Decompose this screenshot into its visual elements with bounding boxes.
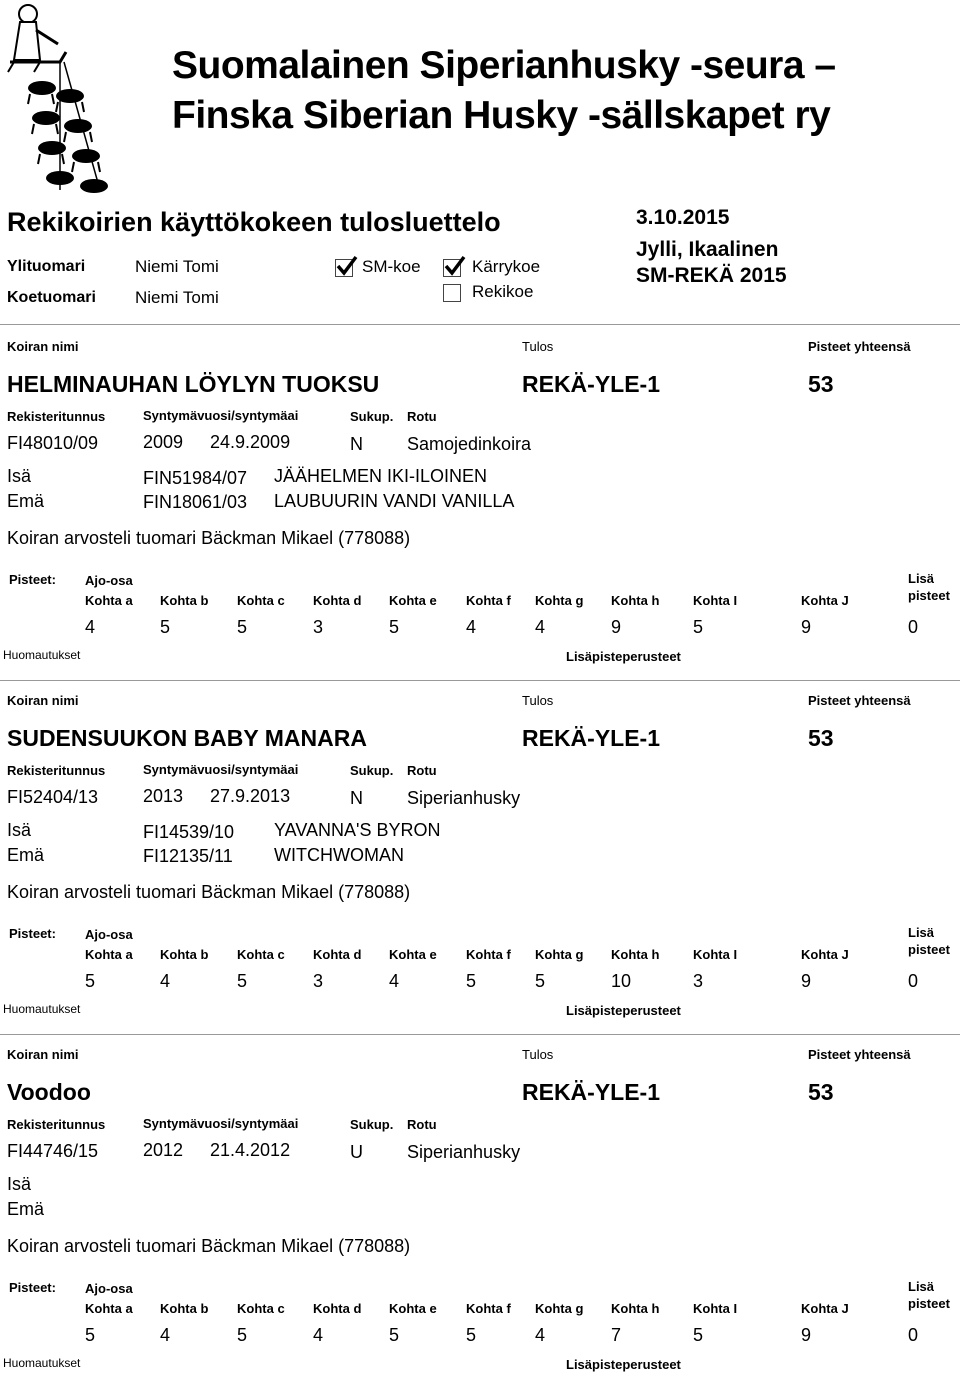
kohta-label: Kohta J: [801, 593, 849, 608]
extra-points-value: 0: [908, 971, 919, 991]
score-value: 4: [85, 617, 96, 637]
kohta-label: Kohta h: [611, 1301, 660, 1316]
score-value: 4: [160, 1325, 171, 1345]
score-value: 5: [85, 971, 96, 991]
event-place: Jylli, Ikaalinen: [636, 238, 779, 261]
birth-label: Syntymävuosi/syntymäai: [143, 1116, 299, 1131]
score-value: 4: [535, 617, 546, 637]
kohta-label: Kohta I: [693, 947, 738, 962]
org-name-line2: Finska Siberian Husky -sällskapet ry: [172, 94, 831, 137]
kohta-label: Kohta I: [693, 1301, 738, 1316]
sex-label: Sukup.: [350, 409, 394, 424]
judge-statement: Koiran arvosteli tuomari Bäckman Mikael (778088): [7, 1236, 411, 1256]
score-value: 3: [693, 971, 704, 991]
drive-section-label: Ajo-osa: [85, 1281, 133, 1296]
birth-label: Syntymävuosi/syntymäai: [143, 408, 299, 423]
kohta-label: Kohta a: [85, 1301, 133, 1316]
dam-label: Emä: [7, 491, 45, 511]
reg-number: FI44746/15: [7, 1141, 99, 1161]
sire-label: Isä: [7, 820, 32, 840]
dog-result: REKÄ-YLE-1: [522, 725, 661, 751]
birth-label: Syntymävuosi/syntymäai: [143, 762, 299, 777]
result-label: Tulos: [522, 1047, 554, 1062]
header-divider: [0, 324, 960, 325]
sire-name: JÄÄHELMEN IKI-ILOINEN: [274, 466, 488, 486]
kohta-label: Kohta I: [693, 593, 738, 608]
breed-label: Rotu: [407, 763, 437, 778]
birth-date: 21.4.2012: [210, 1140, 291, 1160]
section-divider: [0, 1034, 960, 1035]
extra-label-2: pisteet: [908, 588, 950, 603]
test-judge-label: Koetuomari: [7, 289, 96, 306]
extra-label-1: Lisä: [908, 925, 935, 940]
sire-label: Isä: [7, 1174, 32, 1194]
score-value: 5: [389, 617, 400, 637]
remarks-label: Huomautukset: [3, 648, 81, 662]
karrykoe-checkbox[interactable]: [443, 259, 461, 277]
score-value: 5: [466, 1325, 477, 1345]
birth-year: 2013: [143, 786, 184, 806]
reg-label: Rekisteritunnus: [7, 409, 106, 424]
sex-value: N: [350, 788, 363, 808]
org-name-line1: Suomalainen Siperianhusky -seura –: [172, 44, 836, 87]
dog-name: SUDENSUUKON BABY MANARA: [7, 725, 367, 751]
reg-label: Rekisteritunnus: [7, 763, 106, 778]
logo-dogsled-illustration: [0, 0, 170, 200]
result-label: Tulos: [522, 339, 554, 354]
score-value: 4: [160, 971, 171, 991]
score-value: 4: [466, 617, 477, 637]
reg-number: FI48010/09: [7, 433, 99, 453]
kohta-label: Kohta d: [313, 947, 362, 962]
kohta-label: Kohta e: [389, 593, 437, 608]
kohta-label: Kohta c: [237, 593, 285, 608]
dog-name-label: Koiran nimi: [7, 1047, 79, 1062]
reg-label: Rekisteritunnus: [7, 1117, 106, 1132]
kohta-label: Kohta h: [611, 593, 660, 608]
extra-basis-label: Lisäpisteperusteet: [566, 1357, 681, 1372]
breed-value: Siperianhusky: [407, 788, 521, 808]
score-value: 3: [313, 617, 324, 637]
section-divider: [0, 680, 960, 681]
extra-points-value: 0: [908, 617, 919, 637]
kohta-label: Kohta h: [611, 947, 660, 962]
drive-section-label: Ajo-osa: [85, 573, 133, 588]
dam-label: Emä: [7, 1199, 45, 1219]
kohta-label: Kohta J: [801, 1301, 849, 1316]
rekikoe-checkbox[interactable]: [443, 284, 461, 302]
dam-reg: FI12135/11: [143, 846, 233, 866]
chief-judge-name: Niemi Tomi: [135, 257, 219, 276]
kohta-label: Kohta f: [466, 947, 511, 962]
dam-name: LAUBUURIN VANDI VANILLA: [274, 491, 515, 511]
score-value: 5: [85, 1325, 96, 1345]
score-value: 9: [801, 971, 812, 991]
event-date: 3.10.2015: [636, 206, 730, 229]
dog-result: REKÄ-YLE-1: [522, 371, 661, 397]
total-label: Pisteet yhteensä: [808, 693, 911, 708]
remarks-label: Huomautukset: [3, 1356, 81, 1370]
score-value: 5: [693, 1325, 704, 1345]
score-value: 4: [535, 1325, 546, 1345]
score-value: 5: [389, 1325, 400, 1345]
kohta-label: Kohta f: [466, 1301, 511, 1316]
dam-reg: FIN18061/03: [143, 492, 248, 512]
dam-name: WITCHWOMAN: [274, 845, 404, 865]
points-label: Pisteet:: [9, 572, 56, 587]
dog-total: 53: [808, 1079, 834, 1105]
score-value: 9: [801, 1325, 812, 1345]
karrykoe-label: Kärrykoe: [472, 257, 541, 276]
dog-name: HELMINAUHAN LÖYLYN TUOKSU: [7, 371, 380, 397]
kohta-label: Kohta d: [313, 593, 362, 608]
score-value: 5: [160, 617, 171, 637]
kohta-label: Kohta f: [466, 593, 511, 608]
kohta-label: Kohta d: [313, 1301, 362, 1316]
breed-value: Siperianhusky: [407, 1142, 521, 1162]
score-value: 5: [237, 617, 248, 637]
extra-basis-label: Lisäpisteperusteet: [566, 649, 681, 664]
kohta-label: Kohta c: [237, 947, 285, 962]
score-value: 9: [801, 617, 812, 637]
checkmark-icon: [442, 254, 466, 278]
birth-date: 27.9.2013: [210, 786, 291, 806]
dog-name-label: Koiran nimi: [7, 693, 79, 708]
kohta-label: Kohta a: [85, 593, 133, 608]
score-value: 10: [611, 971, 632, 991]
dog-name-label: Koiran nimi: [7, 339, 79, 354]
score-value: 4: [389, 971, 400, 991]
points-label: Pisteet:: [9, 1280, 56, 1295]
sex-label: Sukup.: [350, 1117, 394, 1132]
kohta-label: Kohta J: [801, 947, 849, 962]
judge-statement: Koiran arvosteli tuomari Bäckman Mikael (778088): [7, 528, 411, 548]
extra-label-1: Lisä: [908, 1279, 935, 1294]
points-label: Pisteet:: [9, 926, 56, 941]
event-name: SM-REKÄ 2015: [636, 264, 787, 287]
chief-judge-label: Ylituomari: [7, 258, 86, 275]
kohta-label: Kohta a: [85, 947, 133, 962]
sire-reg: FIN51984/07: [143, 468, 248, 488]
kohta-label: Kohta c: [237, 1301, 285, 1316]
extra-label-2: pisteet: [908, 1296, 950, 1311]
score-value: 7: [611, 1325, 622, 1345]
dog-name: Voodoo: [7, 1079, 91, 1105]
birth-year: 2012: [143, 1140, 184, 1160]
birth-year: 2009: [143, 432, 184, 452]
kohta-label: Kohta e: [389, 1301, 437, 1316]
sex-label: Sukup.: [350, 763, 394, 778]
sex-value: U: [350, 1142, 363, 1162]
birth-date: 24.9.2009: [210, 432, 291, 452]
score-value: 5: [466, 971, 477, 991]
score-value: 4: [313, 1325, 324, 1345]
kohta-label: Kohta b: [160, 947, 209, 962]
score-value: 5: [237, 1325, 248, 1345]
dog-total: 53: [808, 371, 834, 397]
dog-total: 53: [808, 725, 834, 751]
score-value: 3: [313, 971, 324, 991]
extra-label-2: pisteet: [908, 942, 950, 957]
dam-label: Emä: [7, 845, 45, 865]
reg-number: FI52404/13: [7, 787, 99, 807]
kohta-label: Kohta b: [160, 1301, 209, 1316]
checkmark-icon: [334, 254, 358, 278]
total-label: Pisteet yhteensä: [808, 1047, 911, 1062]
sm-koe-checkbox[interactable]: [335, 259, 353, 277]
kohta-label: Kohta g: [535, 1301, 584, 1316]
result-label: Tulos: [522, 693, 554, 708]
score-value: 5: [535, 971, 546, 991]
judge-statement: Koiran arvosteli tuomari Bäckman Mikael (778088): [7, 882, 411, 902]
sm-koe-label: SM-koe: [362, 257, 421, 276]
breed-label: Rotu: [407, 1117, 437, 1132]
breed-value: Samojedinkoira: [407, 434, 532, 454]
kohta-label: Kohta e: [389, 947, 437, 962]
kohta-label: Kohta g: [535, 947, 584, 962]
score-value: 5: [237, 971, 248, 991]
kohta-label: Kohta g: [535, 593, 584, 608]
breed-label: Rotu: [407, 409, 437, 424]
score-value: 5: [693, 617, 704, 637]
extra-points-value: 0: [908, 1325, 919, 1345]
extra-label-1: Lisä: [908, 571, 935, 586]
page-title: Rekikoirien käyttökokeen tulosluettelo: [7, 207, 501, 237]
sire-reg: FI14539/10: [143, 822, 235, 842]
extra-basis-label: Lisäpisteperusteet: [566, 1003, 681, 1018]
sire-label: Isä: [7, 466, 32, 486]
drive-section-label: Ajo-osa: [85, 927, 133, 942]
kohta-label: Kohta b: [160, 593, 209, 608]
rekikoe-label: Rekikoe: [472, 282, 534, 301]
dog-result: REKÄ-YLE-1: [522, 1079, 661, 1105]
remarks-label: Huomautukset: [3, 1002, 81, 1016]
score-value: 9: [611, 617, 622, 637]
sex-value: N: [350, 434, 363, 454]
sire-name: YAVANNA'S BYRON: [274, 820, 441, 840]
test-judge-name: Niemi Tomi: [135, 288, 219, 307]
total-label: Pisteet yhteensä: [808, 339, 911, 354]
